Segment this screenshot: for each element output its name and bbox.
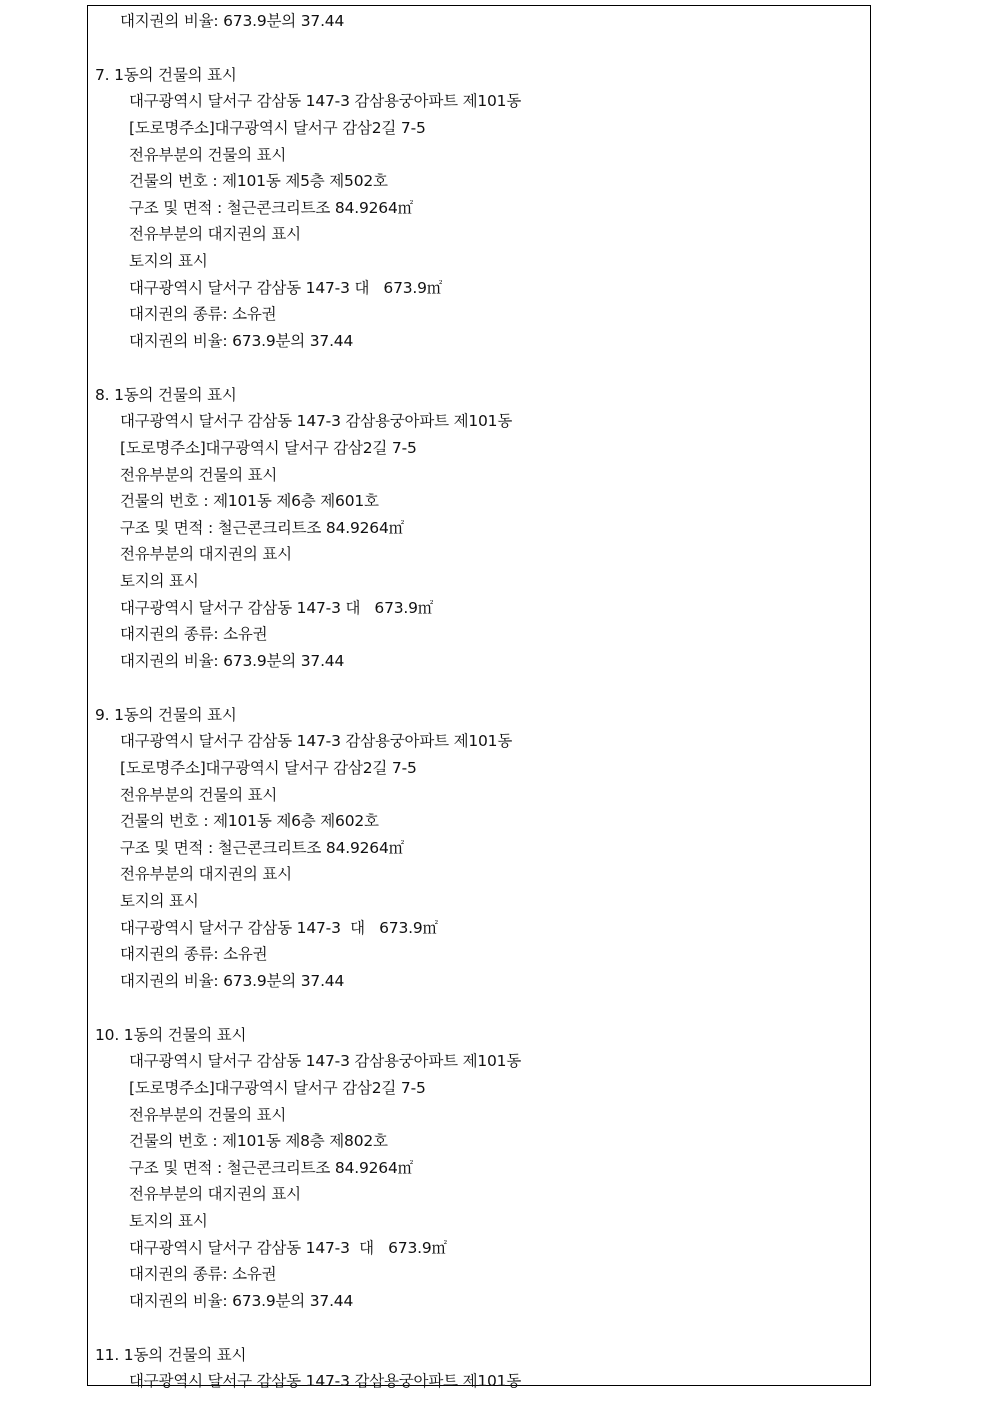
- entry-line: [도로명주소]대구광역시 달서구 감삼2길 7-5: [120, 759, 417, 777]
- entry-line: 전유부분의 대지권의 표시: [120, 865, 292, 883]
- entry-line: 전유부분의 건물의 표시: [120, 466, 278, 484]
- entry-line: 대지권의 종류: 소유권: [129, 305, 277, 323]
- entry-line: 전유부분의 건물의 표시: [129, 146, 287, 164]
- entry-line: 구조 및 면적 : 철근콘크리트조 84.9264㎡: [129, 1159, 413, 1177]
- entry-line: 구조 및 면적 : 철근콘크리트조 84.9264㎡: [120, 839, 404, 857]
- document-page: [87, 5, 871, 1390]
- entry-line: 대구광역시 달서구 감삼동 147-3 감삼용궁아파트 제101동: [120, 732, 513, 750]
- entry-line: 대지권의 종류: 소유권: [120, 625, 268, 643]
- entry-line: 건물의 번호 : 제101동 제5층 제502호: [129, 172, 388, 190]
- entry-line: 대지권의 비율: 673.9분의 37.44: [120, 972, 345, 990]
- entry-line: [도로명주소]대구광역시 달서구 감삼2길 7-5: [129, 1079, 426, 1097]
- entry-line: [도로명주소]대구광역시 달서구 감삼2길 7-5: [129, 119, 426, 137]
- entry-line: 대지권의 종류: 소유권: [120, 945, 268, 963]
- entry-line: 대구광역시 달서구 감삼동 147-3 대 673.9㎡: [120, 919, 438, 937]
- entry-line: 대지권의 비율: 673.9분의 37.44: [120, 652, 345, 670]
- entry-heading: 7. 1동의 건물의 표시: [95, 66, 237, 84]
- entry-heading: 8. 1동의 건물의 표시: [95, 386, 237, 404]
- entry-line: 대구광역시 달서구 감삼동 147-3 감삼용궁아파트 제101동: [129, 92, 522, 110]
- entry-line: 건물의 번호 : 제101동 제6층 제601호: [120, 492, 379, 510]
- entry-line: 구조 및 면적 : 철근콘크리트조 84.9264㎡: [129, 199, 413, 217]
- entry-line: 대구광역시 달서구 감삼동 147-3 대 673.9㎡: [129, 1239, 447, 1257]
- entry-line: 대구광역시 달서구 감삼동 147-3 대 673.9㎡: [129, 279, 443, 297]
- entry-line: 전유부분의 대지권의 표시: [120, 545, 292, 563]
- entry-line: 대지권의 비율: 673.9분의 37.44: [129, 1292, 354, 1310]
- entry-line: 대구광역시 달서구 감삼동 147-3 감삼용궁아파트 제101동: [129, 1372, 522, 1390]
- entry-heading: 9. 1동의 건물의 표시: [95, 706, 237, 724]
- entry-line: 토지의 표시: [129, 252, 208, 270]
- entry-line: 전유부분의 건물의 표시: [120, 786, 278, 804]
- entry-line: [도로명주소]대구광역시 달서구 감삼2길 7-5: [120, 439, 417, 457]
- entry-line: 대구광역시 달서구 감삼동 147-3 감삼용궁아파트 제101동: [120, 412, 513, 430]
- carryover-line: 대지권의 비율: 673.9분의 37.44: [120, 12, 345, 30]
- entry-line: 전유부분의 대지권의 표시: [129, 1185, 301, 1203]
- entry-line: 대지권의 종류: 소유권: [129, 1265, 277, 1283]
- entry-heading: 10. 1동의 건물의 표시: [95, 1026, 247, 1044]
- entry-line: 건물의 번호 : 제101동 제8층 제802호: [129, 1132, 388, 1150]
- entry-heading: 11. 1동의 건물의 표시: [95, 1346, 247, 1364]
- entry-line: 전유부분의 건물의 표시: [129, 1106, 287, 1124]
- entry-line: 대지권의 비율: 673.9분의 37.44: [129, 332, 354, 350]
- entry-line: 대구광역시 달서구 감삼동 147-3 대 673.9㎡: [120, 599, 434, 617]
- entry-line: 건물의 번호 : 제101동 제6층 제602호: [120, 812, 379, 830]
- entry-line: 전유부분의 대지권의 표시: [129, 225, 301, 243]
- entry-line: 구조 및 면적 : 철근콘크리트조 84.9264㎡: [120, 519, 404, 537]
- entry-line: 대구광역시 달서구 감삼동 147-3 감삼용궁아파트 제101동: [129, 1052, 522, 1070]
- entry-line: 토지의 표시: [129, 1212, 208, 1230]
- entry-line: 토지의 표시: [120, 892, 199, 910]
- entry-line: 토지의 표시: [120, 572, 199, 590]
